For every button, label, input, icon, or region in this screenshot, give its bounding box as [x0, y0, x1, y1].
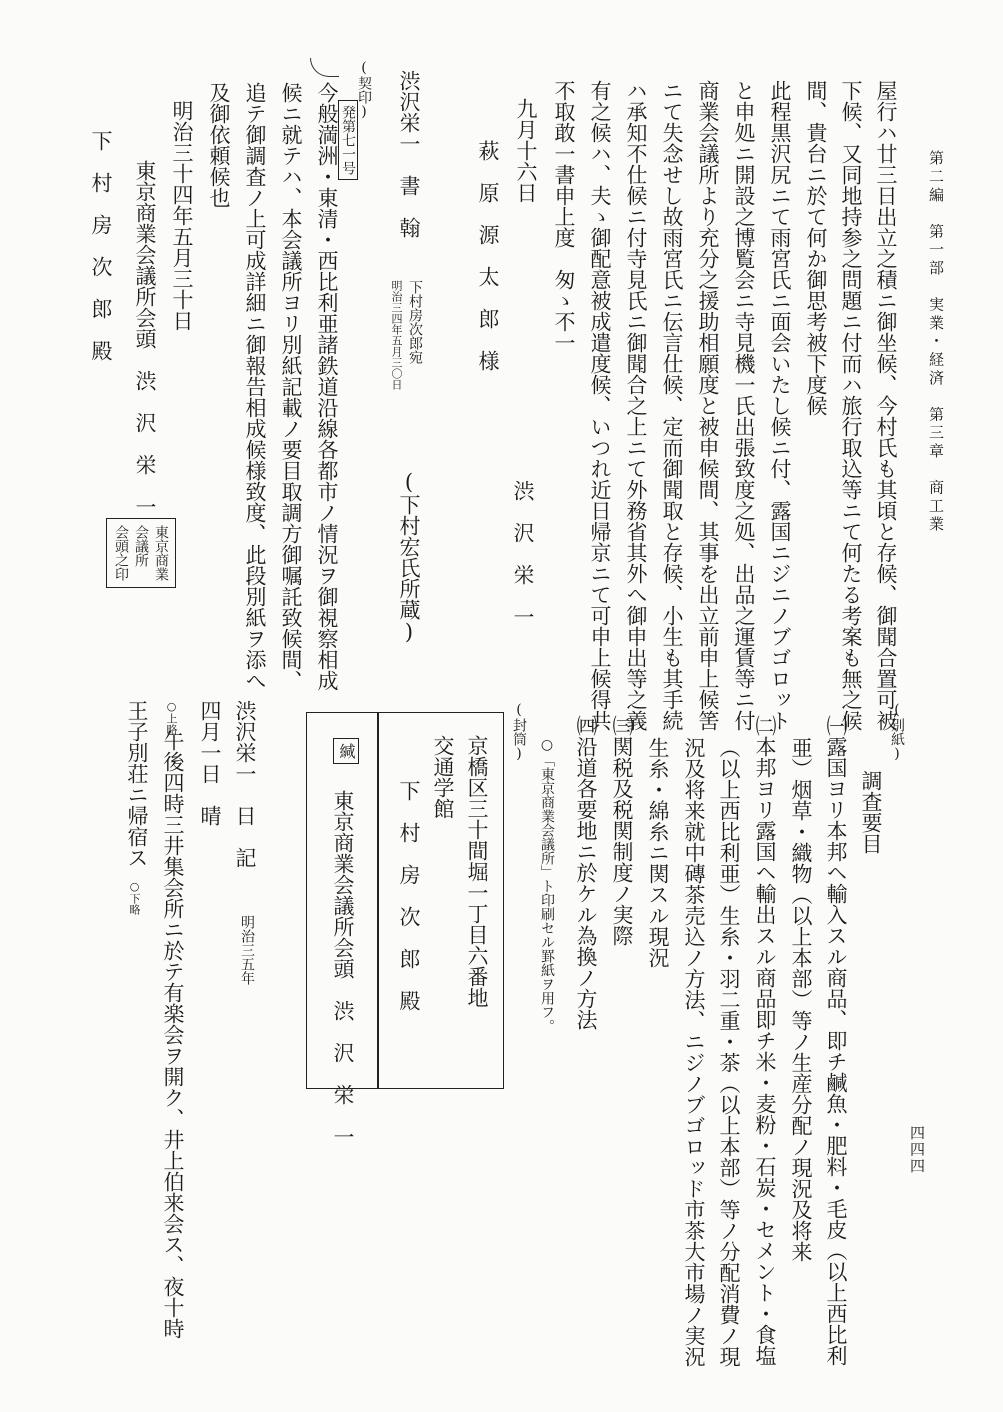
letter2-recipient-date: 明治三四年五月三〇日 — [390, 280, 403, 390]
letter2-line-1: 今般満洲・東清・西比利亜諸鉄道沿線各都市ノ情況ヲ御視察相成 — [315, 82, 339, 691]
seal-line-3: 会頭之印 — [113, 525, 129, 581]
envelope-address: 京橋区三十間堀一丁目六番地 — [465, 735, 489, 1008]
letter1-line-4: 此程黒沢尻ニて雨宮氏ニ面会いたし候ニ付、露国ニジニノブゴロット — [768, 80, 792, 731]
letter1-line-2: 下候、又同地持参之問題ニ付而ハ旅行取込等ニて何たる考案も無之候 — [839, 80, 863, 731]
appendix-line-6: 生糸・綿糸ニ関スル現況 — [646, 737, 670, 968]
letter1-line-10: 不取敢一書申上度 匆ゝ不一 — [552, 80, 576, 353]
envelope-sender: 東京商業会議所会頭 渋 沢 栄 一 — [331, 790, 355, 1147]
letter2-sender: 東京商業会議所会頭 渋 沢 栄 一 — [133, 160, 157, 517]
letter1-addressee: 萩 原 源 太 郎 様 — [476, 140, 500, 371]
appendix-line-7: ㈢関税及税関制度ノ実際 — [610, 715, 634, 946]
appendix-label: (別紙) — [889, 702, 905, 762]
letter2-recipient: 下村房次郎宛 — [407, 280, 423, 364]
diary-line-2: 王子別荘ニ帰宿ス — [125, 700, 149, 868]
letter1-line-7: ニて失念せし故雨宮氏ニ伝言仕候、定而御聞取と存候、小生も其手続 — [660, 80, 684, 731]
letter1-line-3: 間、貴台ニ於て何か御思考被下度候 — [804, 80, 828, 416]
envelope-addressee: 下 村 房 次 郎 殿 — [397, 780, 421, 1011]
letter2-source: (下村宏氏所蔵) — [397, 470, 421, 644]
seal-line-1: 東京商業 — [153, 525, 169, 581]
letter2-date: 明治三十四年五月三十日 — [170, 100, 194, 331]
letter1-line-8: ハ承知不仕候ニ付寺見氏ニ御聞合之上ニて外務省其外へ御申出等之義 — [624, 80, 648, 731]
appendix-line-8: ㈣沿道各要地ニ於ケル為換ノ方法 — [574, 715, 598, 1030]
letter2-title: 渋沢栄一 書 翰 — [397, 70, 421, 238]
diary-year: 明治三五年 — [239, 915, 255, 985]
letter1-line-5: と申処ニ開設之博覧会ニ寺見機一氏出張致度之処、出品之運賃等ニ付 — [732, 80, 756, 731]
appendix-line-1: ㈠露国ヨリ本邦ヘ輸入スル商品、即チ鹹魚・肥料・毛皮（以上西比利 — [824, 715, 848, 1366]
diary-omit-below: ○下略 — [128, 880, 141, 915]
envelope-place: 交通学館 — [431, 735, 455, 819]
hatsu-number-box: 発第七一号 — [338, 100, 358, 180]
appendix-line-2: 亜）烟草・織物（以上本部）等ノ生産分配ノ現況及将来 — [789, 737, 813, 1262]
chamber-seal — [106, 518, 176, 588]
envelope-seal-char: 緘 — [333, 738, 359, 764]
appendix-title: 調査要目 — [859, 770, 883, 854]
seal-line-2: 会議所 — [133, 525, 149, 567]
diary-date: 四月一日 晴 — [198, 700, 222, 826]
letter1-line-1: 屋行ハ廿三日出立之積ニ御坐候、今村氏も其頃と存候、御聞合置可被 — [874, 80, 898, 731]
letter1-sender: 渋 沢 栄 一 — [511, 480, 535, 627]
letter2-line-4: 及御依頼候也 — [207, 82, 231, 208]
letter2-addressee: 下 村 房 次 郎 殿 — [89, 130, 113, 361]
envelope-divider — [377, 713, 379, 1088]
diary-line-1: 午後四時三井集会所ニ於テ有楽会ヲ開ク、井上伯来会ス、夜十時 — [161, 730, 185, 1339]
appendix-line-3: ㈡本邦ヨリ露国ヘ輸出スル商品即チ米・麦粉・石炭・セメント・食塩 — [753, 715, 777, 1366]
letter2-line-2: 候ニ就テハ、本会議所ヨリ別紙記載ノ要目取調方御嘱託致候間、 — [279, 82, 303, 691]
appendix-line-4: （以上西比利亜）生糸・羽二重・茶（以上本部）等ノ分配消費ノ現 — [717, 737, 741, 1367]
running-header: 第二編 第一部 実業・経済 第三章 商工業 — [927, 150, 945, 535]
letter1-date: 九月十六日 — [514, 98, 538, 203]
diary-omit-above: ○上略 — [165, 700, 178, 735]
diary-title: 渋沢栄一 日 記 — [233, 700, 257, 868]
kei-brace — [310, 58, 339, 77]
kei-label: (契印) — [356, 60, 372, 120]
page-number: 四四四 — [908, 1125, 926, 1175]
appendix-line-5: 況及将来就中磚茶売込ノ方法、ニジノブゴロッド市茶大市場ノ実況 — [682, 737, 706, 1367]
letter1-line-9: 有之候ハ、夫ゝ御配意被成遣度候、いつれ近日帰京ニて可申上候得共 — [588, 80, 612, 731]
letter2-line-3: 追テ御調査ノ上可成詳細ニ御報告相成候様致度、此段別紙ヲ添へ — [243, 82, 267, 691]
envelope-label: (封筒) — [511, 702, 527, 762]
appendix-note: ○「東京商業会議所」ト印刷セル罫紙ヲ用フ。 — [539, 737, 555, 1033]
letter1-line-6: 商業会議所より充分之援助相願度と被申候間、其事を出立前申上候筈 — [696, 80, 720, 731]
